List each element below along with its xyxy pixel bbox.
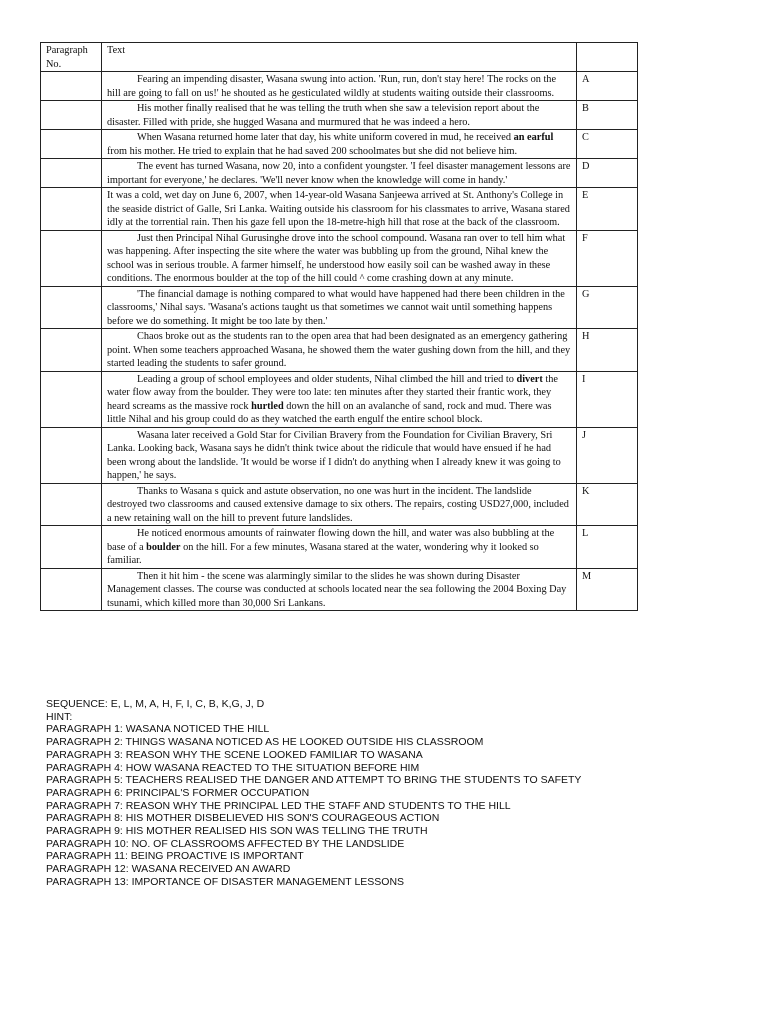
paragraph-text: His mother finally realised that he was telling the truth when she saw a television report about the disaster. Filled with pride, she hugged Wasana and murmured that he was indeed a hero. (107, 103, 540, 128)
table-row (41, 188, 638, 231)
paragraph-label: B (577, 101, 638, 130)
hint-line: PARAGRAPH 10: NO. OF CLASSROOMS AFFECTED BY THE LANDSLIDE (46, 837, 405, 850)
paragraph-text: on the hill. For a few minutes, Wasana stared at the water, wondering why it looked so familiar. (107, 541, 539, 566)
paragraph-no-cell (41, 483, 102, 526)
hint-line: PARAGRAPH 13: IMPORTANCE OF DISASTER MANAGEMENT LESSONS (46, 875, 405, 888)
paragraph-text-cell (102, 286, 577, 329)
paragraph-label: A (577, 72, 638, 101)
paragraph-text-cell (102, 329, 577, 372)
paragraph-text-cell (102, 568, 577, 611)
paragraph-no-cell (41, 188, 102, 231)
paragraph-label: M (577, 568, 638, 611)
hint-line: PARAGRAPH 11: BEING PROACTIVE IS IMPORTANT (46, 850, 304, 863)
sequence-line: SEQUENCE: E, L, M, A, H, F, I, C, B, K,G, J, D (46, 698, 265, 710)
paragraph-no-cell (41, 230, 102, 286)
paragraph-no-cell (41, 526, 102, 569)
header-paragraph-no: Paragraph No. (41, 43, 102, 72)
hint-line: PARAGRAPH 8: HIS MOTHER DISBELIEVED HIS SON'S COURAGEOUS ACTION (46, 812, 440, 825)
paragraph-text: Just then Principal Nihal Gurusinghe drove into the school compound. Wasana ran over to tell him what was happening. After inspecting the site where the water was bubbling up from the ground, Nihal knew the school was in serious trouble. A farmer himself, he understood how easily soil can be washed away in these conditions. The enormous boulder at the top of the hill could ^ come crashing down at any minute. (107, 232, 566, 284)
hint-line: PARAGRAPH 3: REASON WHY THE SCENE LOOKED FAMILIAR TO WASANA (46, 748, 423, 761)
paragraph-text-cell (102, 72, 577, 101)
paragraph-text: Thanks to Wasana s quick and astute observation, no one was hurt in the incident. The landslide destroyed two classrooms and caused extensive damage to six others. The repairs, costing USD27,000, included a new retaining wall on the hill to prevent future landslides. (107, 485, 569, 524)
paragraph-label: G (577, 286, 638, 329)
paragraph-no-cell (41, 159, 102, 188)
table-row (41, 329, 638, 372)
table-row (41, 427, 638, 483)
paragraph-no-cell (41, 568, 102, 611)
paragraph-no-cell (41, 371, 102, 427)
paragraph-text-cell (102, 230, 577, 286)
table-row (41, 483, 638, 526)
hint-line: PARAGRAPH 7: REASON WHY THE PRINCIPAL LED THE STAFF AND STUDENTS TO THE HILL (46, 799, 511, 812)
bold-word: an earful (513, 132, 554, 143)
paragraph-label: I (577, 371, 638, 427)
bold-word: boulder (146, 541, 181, 553)
hint-line: PARAGRAPH 6: PRINCIPAL'S FORMER OCCUPATION (46, 786, 310, 799)
paragraph-label: C (577, 130, 638, 159)
paragraph-text-cell (102, 101, 577, 130)
paragraph-text: Wasana later received a Gold Star for Civilian Bravery from the Foundation for Civilian Bravery, Sri Lanka. Looking back, Wasana says he didn't think twice about the ridicule that would have ensued if he had been wrong about the landslide. 'It would be worse if I didn't do anything when I already knew it was going to happen,' he says. (107, 429, 561, 481)
paragraph-no-cell (41, 427, 102, 483)
table-header-row (41, 43, 638, 72)
paragraph-text-cell (102, 371, 577, 427)
paragraph-text: Then it hit him - the scene was alarmingly similar to the slides he was shown during Disaster Management classes. The course was conducted at schools located near the sea following the 2004 Boxing Day tsunami, which killed more than 30,000 Sri Lankans. (107, 570, 567, 609)
paragraph-text-cell (102, 130, 577, 159)
paragraph-text: He noticed enormous amounts of rainwater flowing down the hill, and water was also bubbling at the base of a (107, 528, 555, 553)
hint-line: PARAGRAPH 9: HIS MOTHER REALISED HIS SON WAS TELLING THE TRUTH (46, 825, 428, 838)
table-row (41, 159, 638, 188)
bold-word: divert (516, 373, 543, 385)
paragraph-text: 'The financial damage is nothing compared to what would have happened had there been children in the classrooms,' Nihal says. 'Wasana's actions taught us that sometimes we cannot wait until something happens before we do something. It might be too late by then.' (107, 288, 565, 327)
paragraph-text-cell (102, 526, 577, 569)
paragraph-no-cell (41, 101, 102, 130)
hint-list (46, 723, 646, 888)
paragraph-label: L (577, 526, 638, 569)
paragraph-text-cell (102, 188, 577, 231)
hint-line: PARAGRAPH 2: THINGS WASANA NOTICED AS HE LOOKED OUTSIDE HIS CLASSROOM (46, 736, 484, 749)
paragraph-no-cell (41, 130, 102, 159)
paragraph-text-cell (102, 427, 577, 483)
paragraph-text: the water flow away from the boulder. They were too late: ten minutes after they started their frantic work, they heard screams as the massive rock (107, 373, 558, 412)
hint-section (46, 698, 646, 889)
table-row (41, 101, 638, 130)
paragraph-text: from his mother. He tried to explain that he had saved 200 schoolmates but she did not believe him. (107, 145, 518, 157)
hint-title: HINT: (46, 710, 73, 723)
paragraph-text: The event has turned Wasana, now 20, into a confident youngster. 'I feel disaster management lessons are important for everyone,' he declares. 'We'll never know when the knowledge will come in handy.' (107, 161, 571, 186)
hint-line: PARAGRAPH 5: TEACHERS REALISED THE DANGER AND ATTEMPT TO BRING THE STUDENTS TO SAFETY (46, 774, 582, 787)
paragraph-text-cell (102, 483, 577, 526)
hint-line: PARAGRAPH 1: WASANA NOTICED THE HILL (46, 723, 270, 736)
paragraph-label: J (577, 427, 638, 483)
paragraph-text: down the hill on an avalanche of sand, rock and mud. There was little Nihal and his group could do as they watched the earth engulf the entire school block. (107, 400, 552, 425)
table-row (41, 286, 638, 329)
header-label (577, 43, 638, 72)
paragraph-no-cell (41, 286, 102, 329)
paragraph-label: H (577, 329, 638, 372)
table-row (41, 371, 638, 427)
hint-line: PARAGRAPH 4: HOW WASANA REACTED TO THE SITUATION BEFORE HIM (46, 761, 420, 774)
bold-word: hurtled (251, 400, 284, 412)
hint-line: PARAGRAPH 12: WASANA RECEIVED AN AWARD (46, 863, 291, 876)
paragraph-table (40, 42, 638, 611)
paragraph-text: Fearing an impending disaster, Wasana swung into action. 'Run, run, don't stay here! The rocks on the hill are going to fall on us!' he shouted as he gesticulated wildly at students waiting outside their classrooms. (107, 74, 557, 99)
paragraph-label: E (577, 188, 638, 231)
paragraph-text: Chaos broke out as the students ran to the open area that had been designated as an emergency gathering point. When some teachers approached Wasana, he showed them the water gushing down from the hill, and they started leading the students to safer ground. (107, 331, 571, 369)
table-body (41, 72, 638, 611)
table-row (41, 130, 638, 159)
table-row (41, 526, 638, 569)
paragraph-label: D (577, 159, 638, 188)
table-row (41, 230, 638, 286)
paragraph-text: It was a cold, wet day on June 6, 2007, when 14-year-old Wasana Sanjeewa arrived at St. Anthony's College in the seaside district of Galle, Sri Lanka. Waiting outside his classroom for his classmates to arrive, Wasana stared idly at the torrential rain. Then his gaze fell upon the 18-metre-high hill that rose at the back of the classroom. (107, 190, 570, 228)
paragraph-no-cell (41, 72, 102, 101)
paragraph-text: Leading a group of school employees and older students, Nihal climbed the hill and tried to (137, 373, 517, 385)
header-text: Text (102, 43, 577, 72)
table-row (41, 568, 638, 611)
paragraph-no-cell (41, 329, 102, 372)
paragraph-text-cell (102, 159, 577, 188)
paragraph-text: When Wasana returned home later that day, his white uniform covered in mud, he received (137, 132, 514, 143)
paragraph-label: K (577, 483, 638, 526)
table-row (41, 72, 638, 101)
paragraph-label: F (577, 230, 638, 286)
